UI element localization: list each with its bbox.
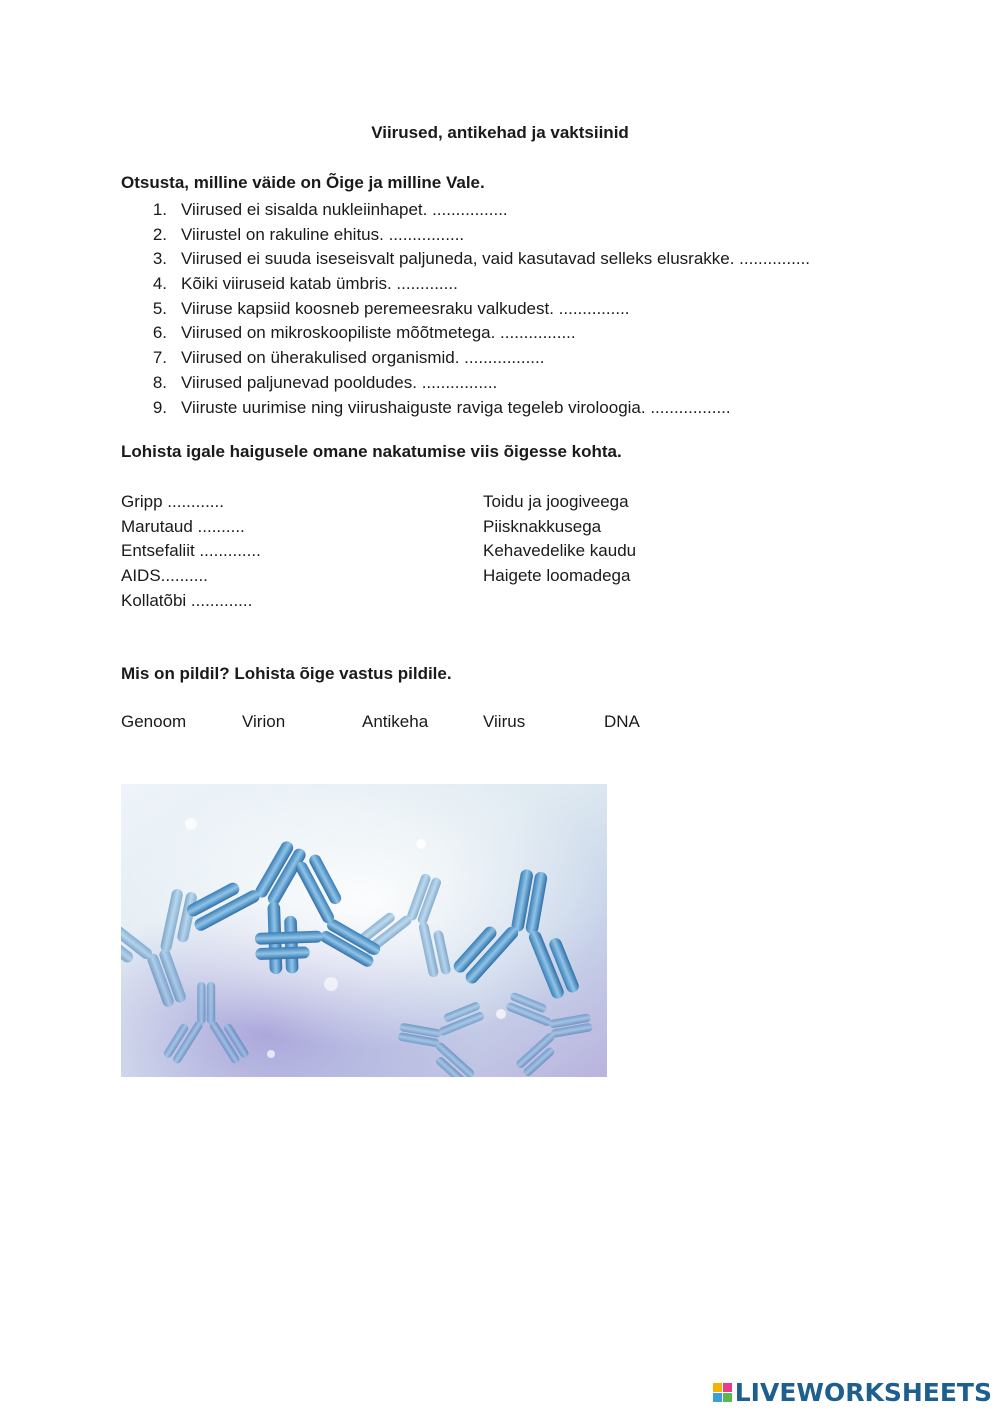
list-item[interactable]: 9. Viiruste uurimise ning viirushaiguste raviga tegeleb viroloogia. ................. — [152, 397, 731, 417]
disease-drop-target[interactable]: Kollatõbi ............. — [121, 590, 253, 610]
list-item[interactable]: 6. Viirused on mikroskoopiliste mõõtmetega. ................ — [152, 323, 576, 343]
antibody-image[interactable] — [121, 784, 607, 1077]
route-draggable[interactable]: Kehavedelike kaudu — [483, 541, 637, 561]
answer-option-viirus[interactable]: Viirus — [483, 712, 526, 731]
list-item[interactable]: 7. Viirused on üherakulised organismid. ................. — [152, 348, 545, 368]
statement-list — [121, 198, 810, 420]
transmission-heading: Lohista igale haigusele omane nakatumise viis õigesse kohta. — [121, 442, 622, 461]
picture-question-heading: Mis on pildil? Lohista õige vastus pildile. — [121, 664, 452, 683]
list-item[interactable]: 4. Kõiki viiruseid katab ümbris. ............. — [152, 274, 458, 294]
disease-drop-target[interactable]: AIDS.......... — [121, 566, 208, 586]
answer-option-virion[interactable]: Virion — [242, 712, 286, 731]
list-item[interactable]: 8. Viirused paljunevad pooldudes. ................ — [152, 372, 498, 392]
disease-drop-target[interactable]: Marutaud .......... — [121, 516, 245, 536]
disease-drop-target[interactable]: Entsefaliit ............. — [121, 541, 261, 561]
disease-drop-target[interactable]: Gripp ............ — [121, 492, 224, 511]
brand-logo-icon — [713, 1383, 732, 1402]
true-false-heading: Otsusta, milline väide on Õige ja milline Vale. — [121, 173, 485, 192]
answer-option-genoom[interactable]: Genoom — [121, 712, 187, 731]
liveworksheets-brand — [713, 1377, 992, 1407]
disease-column — [121, 490, 261, 613]
answer-option-dna[interactable]: DNA — [604, 712, 640, 731]
brand-name: LIVEWORKSHEETS — [734, 1377, 992, 1407]
worksheet-title: Viirused, antikehad ja vaktsiinid — [371, 123, 629, 142]
list-item[interactable]: 1. Viirused ei sisalda nukleiinhapet. ................ — [152, 200, 508, 219]
route-draggable[interactable]: Haigete loomadega — [483, 566, 631, 586]
route-column — [483, 490, 636, 589]
route-draggable[interactable]: Piisknakkusega — [483, 516, 602, 536]
route-draggable[interactable]: Toidu ja joogiveega — [483, 492, 629, 511]
list-item[interactable]: 5. Viiruse kapsiid koosneb peremeesraku valkudest. ............... — [152, 298, 630, 318]
list-item[interactable]: 3. Viirused ei suuda iseseisvalt paljuneda, vaid kasutavad selleks elusrakke. ............... — [152, 249, 811, 269]
answer-option-antikeha[interactable]: Antikeha — [362, 712, 429, 731]
list-item[interactable]: 2. Viirustel on rakuline ehitus. ................ — [152, 224, 465, 244]
antibody-illustration — [121, 784, 607, 1077]
